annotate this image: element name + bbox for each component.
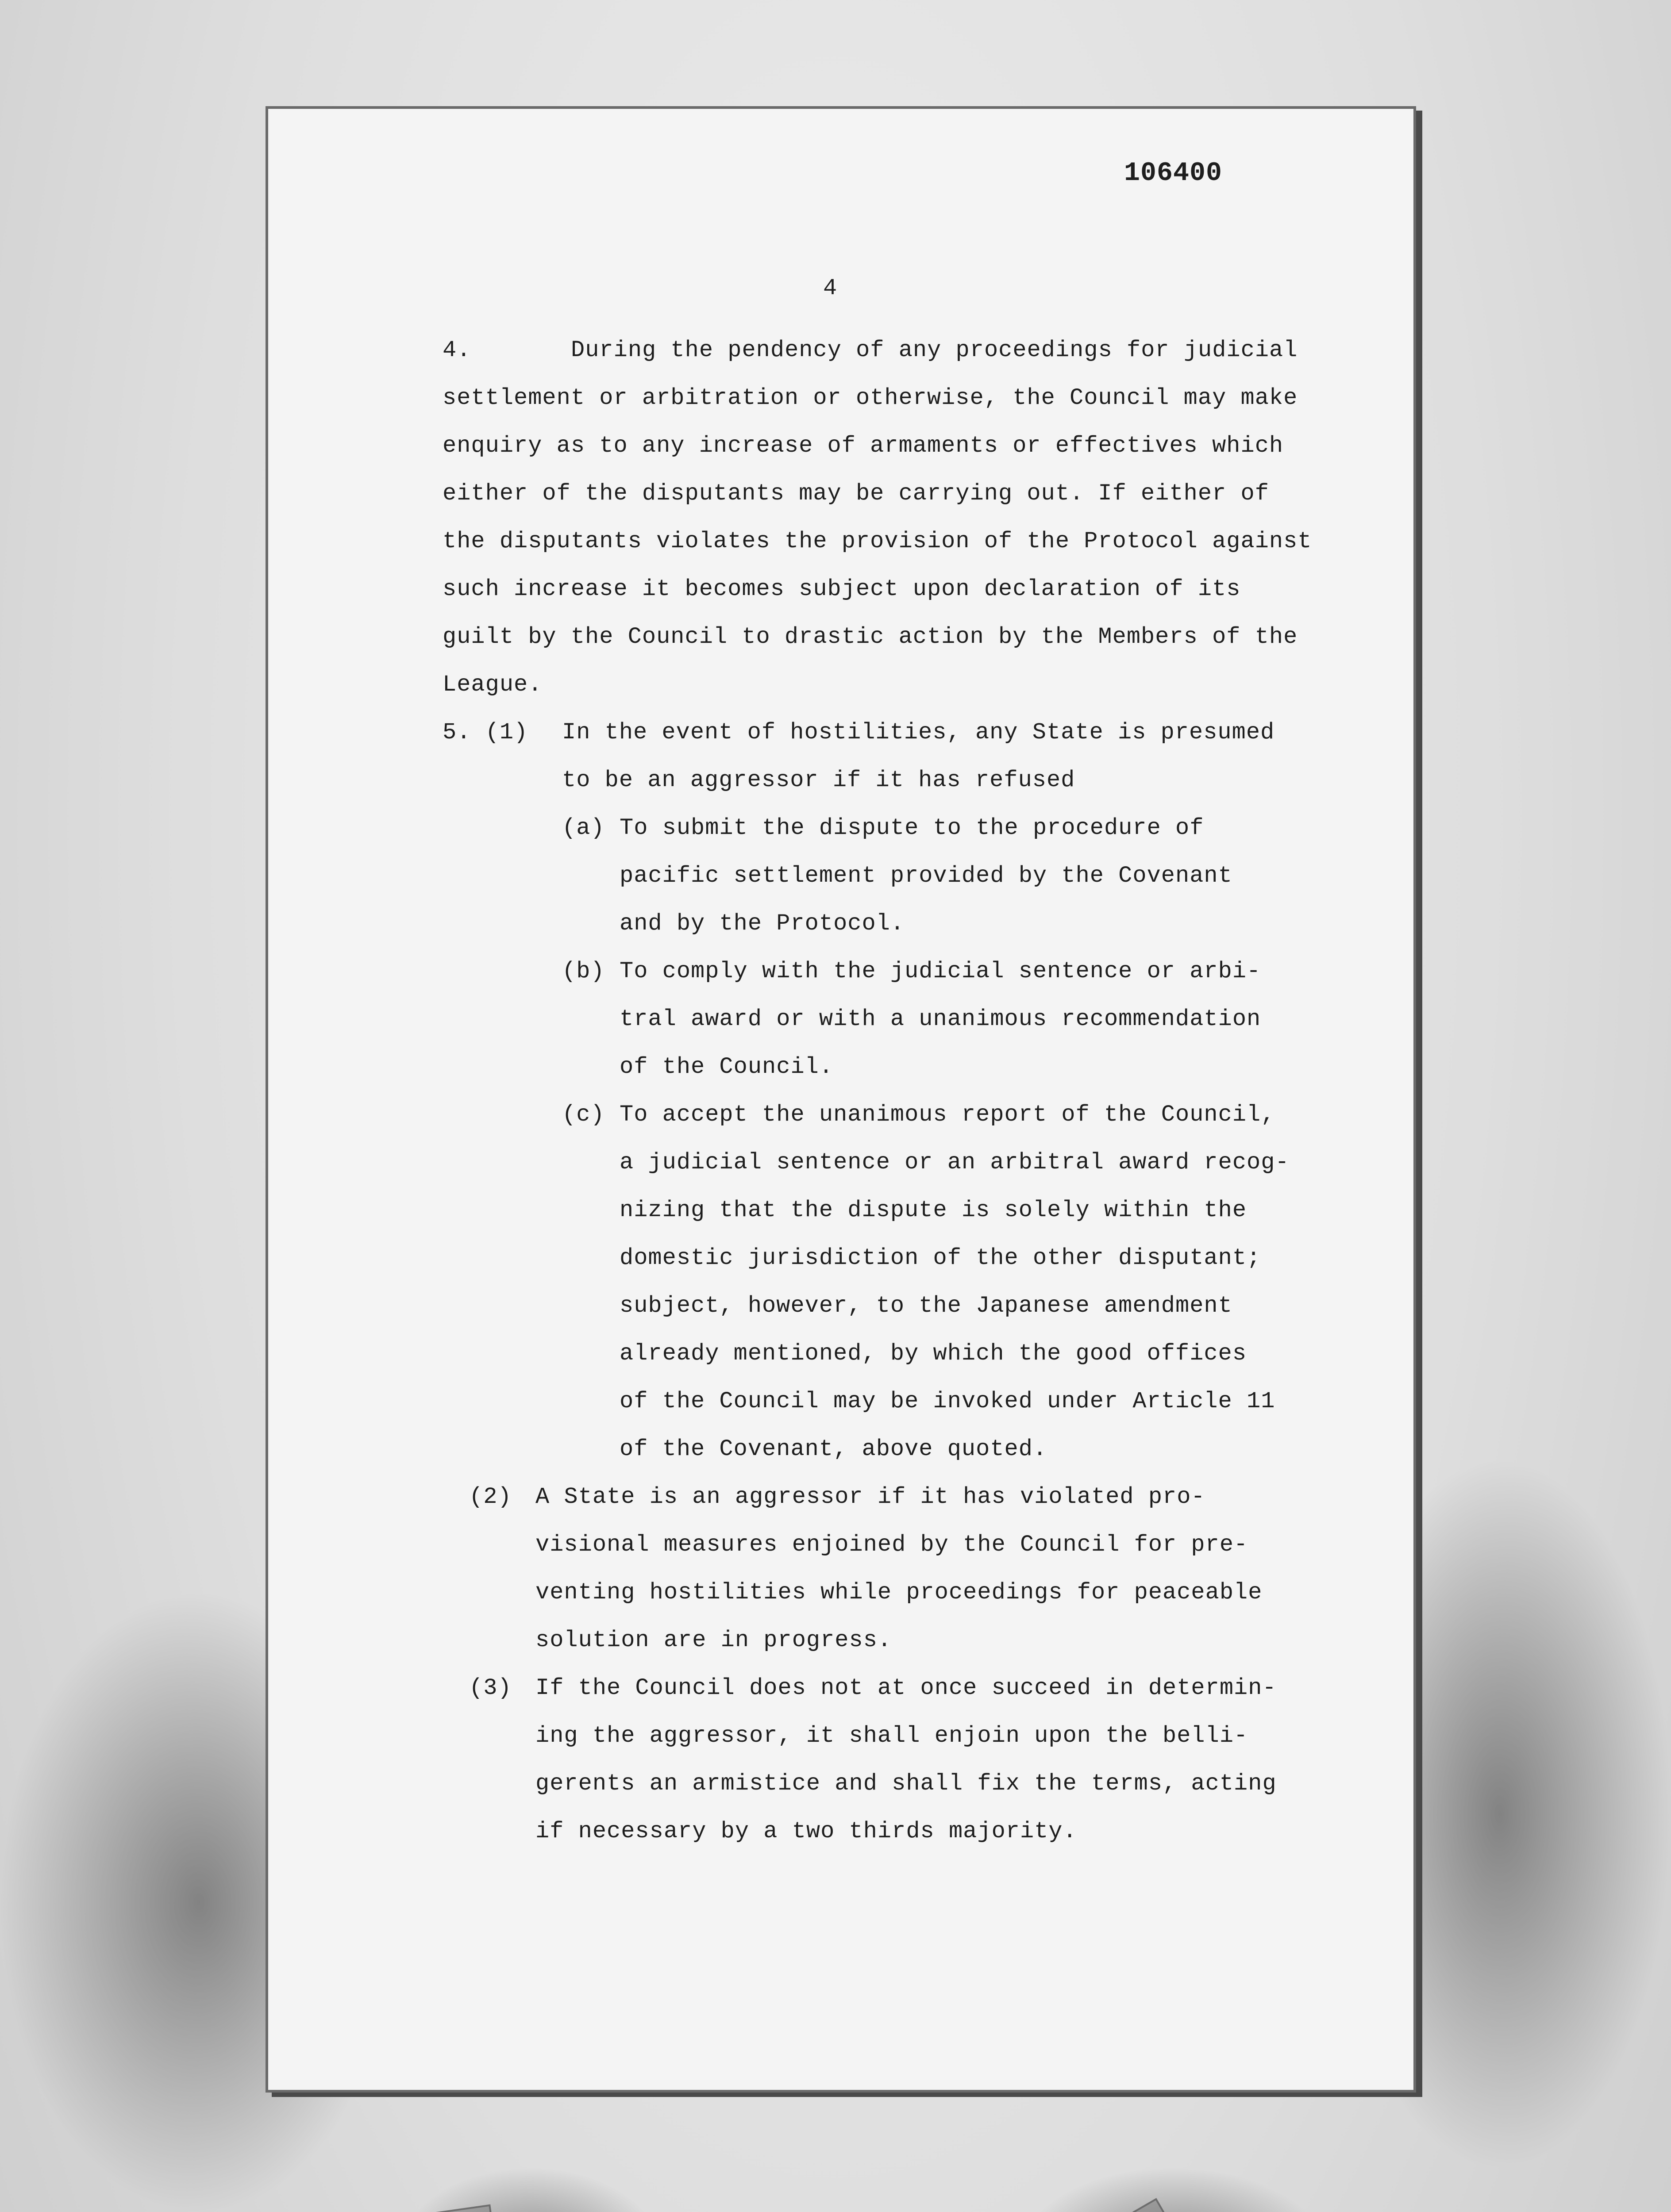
line-marker: 4. — [443, 337, 471, 363]
document-line: and by the Protocol. — [620, 910, 905, 937]
document-line: If the Council does not at once succeed in determin- — [535, 1675, 1277, 1701]
line-marker: (a) — [562, 815, 605, 841]
document-line: To submit the dispute to the procedure of — [620, 815, 1204, 841]
document-line: nizing that the dispute is solely within the — [620, 1197, 1247, 1223]
document-line: of the Covenant, above quoted. — [620, 1436, 1047, 1462]
line-marker: 5. (1) — [443, 719, 528, 745]
document-line: of the Council may be invoked under Article 11 — [620, 1388, 1275, 1414]
document-line: ing the aggressor, it shall enjoin upon the belli- — [535, 1723, 1248, 1749]
document-line: domestic jurisdiction of the other disputant; — [620, 1245, 1261, 1271]
document-line: visional measures enjoined by the Council for pre- — [535, 1532, 1248, 1558]
document-line: pacific settlement provided by the Covenant — [620, 863, 1232, 889]
document-line: In the event of hostilities, any State is presumed — [562, 719, 1275, 745]
document-line: such increase it becomes subject upon declaration of its — [443, 576, 1241, 602]
document-line: During the pendency of any proceedings for judicial — [571, 337, 1298, 363]
document-line: guilt by the Council to drastic action by the Members of the — [443, 624, 1298, 650]
document-line: To comply with the judicial sentence or arbi- — [620, 958, 1261, 984]
document-line: gerents an armistice and shall fix the terms, acting — [535, 1770, 1277, 1797]
document-line: tral award or with a unanimous recommendation — [620, 1006, 1261, 1032]
document-line: solution are in progress. — [535, 1627, 892, 1653]
document-line: already mentioned, by which the good offices — [620, 1340, 1247, 1367]
page-number: 4 — [823, 275, 838, 301]
document-line: if necessary by a two thirds majority. — [535, 1818, 1077, 1844]
line-marker: (b) — [562, 958, 605, 984]
document-line: League. — [443, 672, 543, 698]
document-line: subject, however, to the Japanese amendment — [620, 1293, 1232, 1319]
stamp-number: 106400 — [1124, 158, 1223, 188]
line-marker: (2) — [469, 1484, 512, 1510]
document-line: settlement or arbitration or otherwise, the Council may make — [443, 385, 1298, 411]
line-marker: (c) — [562, 1102, 605, 1128]
document-line: venting hostilities while proceedings for peaceable — [535, 1579, 1263, 1605]
document-line: enquiry as to any increase of armaments or effectives which — [443, 433, 1284, 459]
document-line: the disputants violates the provision of the Protocol against — [443, 528, 1312, 554]
document-line: A State is an aggressor if it has violated pro- — [535, 1484, 1205, 1510]
document-line: of the Council. — [620, 1054, 834, 1080]
document-line: either of the disputants may be carrying out. If either of — [443, 480, 1269, 507]
document-line: to be an aggressor if it has refused — [562, 767, 1075, 793]
document-line: a judicial sentence or an arbitral award recog- — [620, 1149, 1290, 1175]
document-line: To accept the unanimous report of the Council, — [620, 1102, 1275, 1128]
line-marker: (3) — [469, 1675, 512, 1701]
